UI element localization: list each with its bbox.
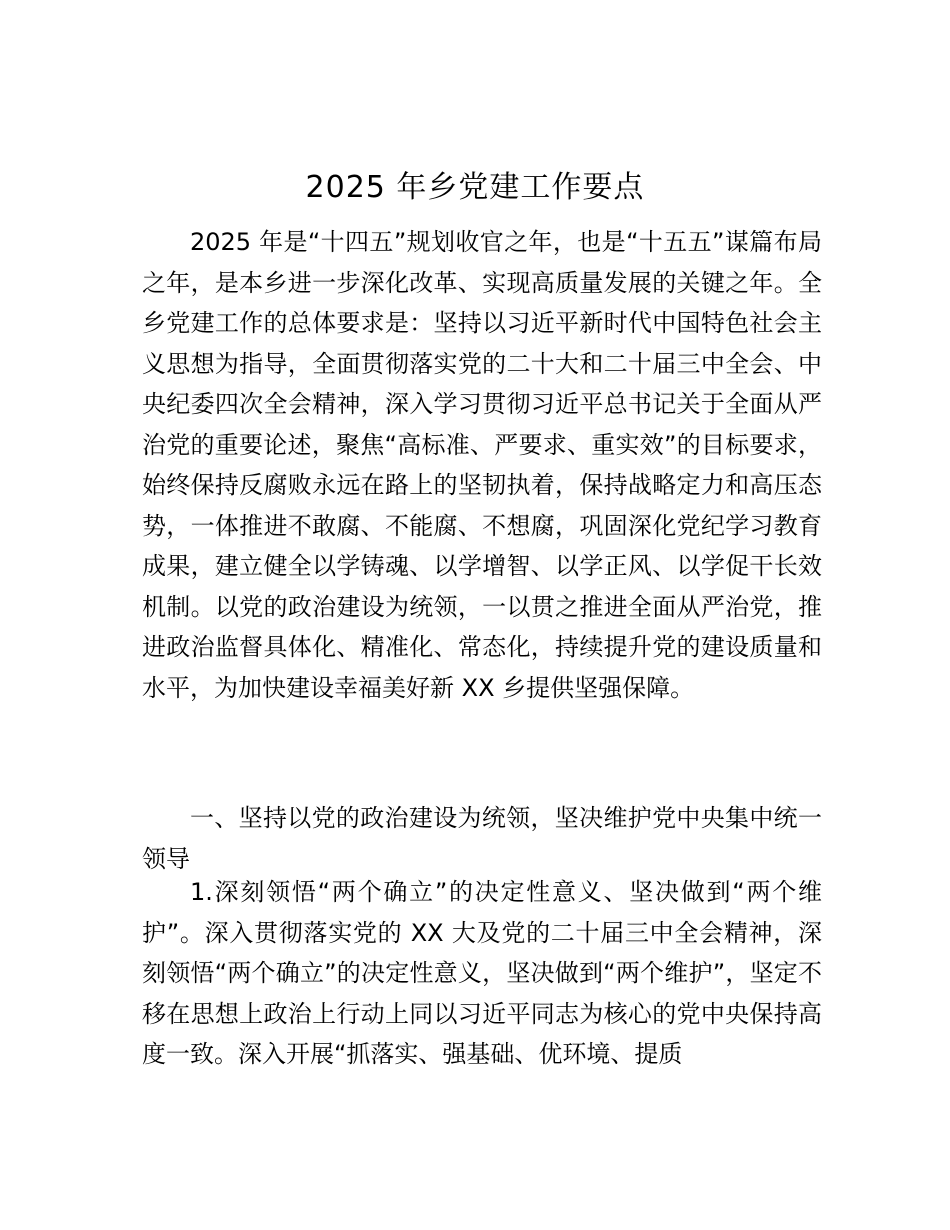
section-heading-1: 一、坚持以党的政治建设为统领，坚决维护党中央集中统一领导 (142, 804, 822, 873)
document-title: 2025 年乡党建工作要点 (305, 170, 645, 205)
paragraph-item-1: 1.深刻领悟“两个确立”的决定性意义、坚决做到“两个维护”。深入贯彻落实党的 XX 大及党的二十届三中全会精神，深刻领悟“两个确立”的决定性意义，坚决做到“两个维护”，坚定不移在思想上政治上行动上同以习近平同志为核心的党中央保持高度一致。深入开展“抓落实、强基础、优环境、提质 (142, 878, 822, 1068)
paragraph-intro: 2025 年是“十四五”规划收官之年，也是“十五五”谋篇布局之年，是本乡进一步深化改革、实现高质量发展的关键之年。全乡党建工作的总体要求是：坚持以习近平新时代中国特色社会主义思想为指导，全面贯彻落实党的二十大和二十届三中全会、中央纪委四次全会精神，深入学习贯彻习近平总书记关于全面从严治党的重要论述，聚焦“高标准、严要求、重实效”的目标要求，始终保持反腐败永远在路上的坚韧执着，保持战略定力和高压态势，一体推进不敢腐、不能腐、不想腐，巩固深化党纪学习教育成果，建立健全以学铸魂、以学增智、以学正风、以学促干长效机制。以党的政治建设为统领，一以贯之推进全面从严治党，推进政治监督具体化、精准化、常态化，持续提升党的建设质量和水平，为加快建设幸福美好新 XX 乡提供坚强保障。 (142, 228, 822, 702)
